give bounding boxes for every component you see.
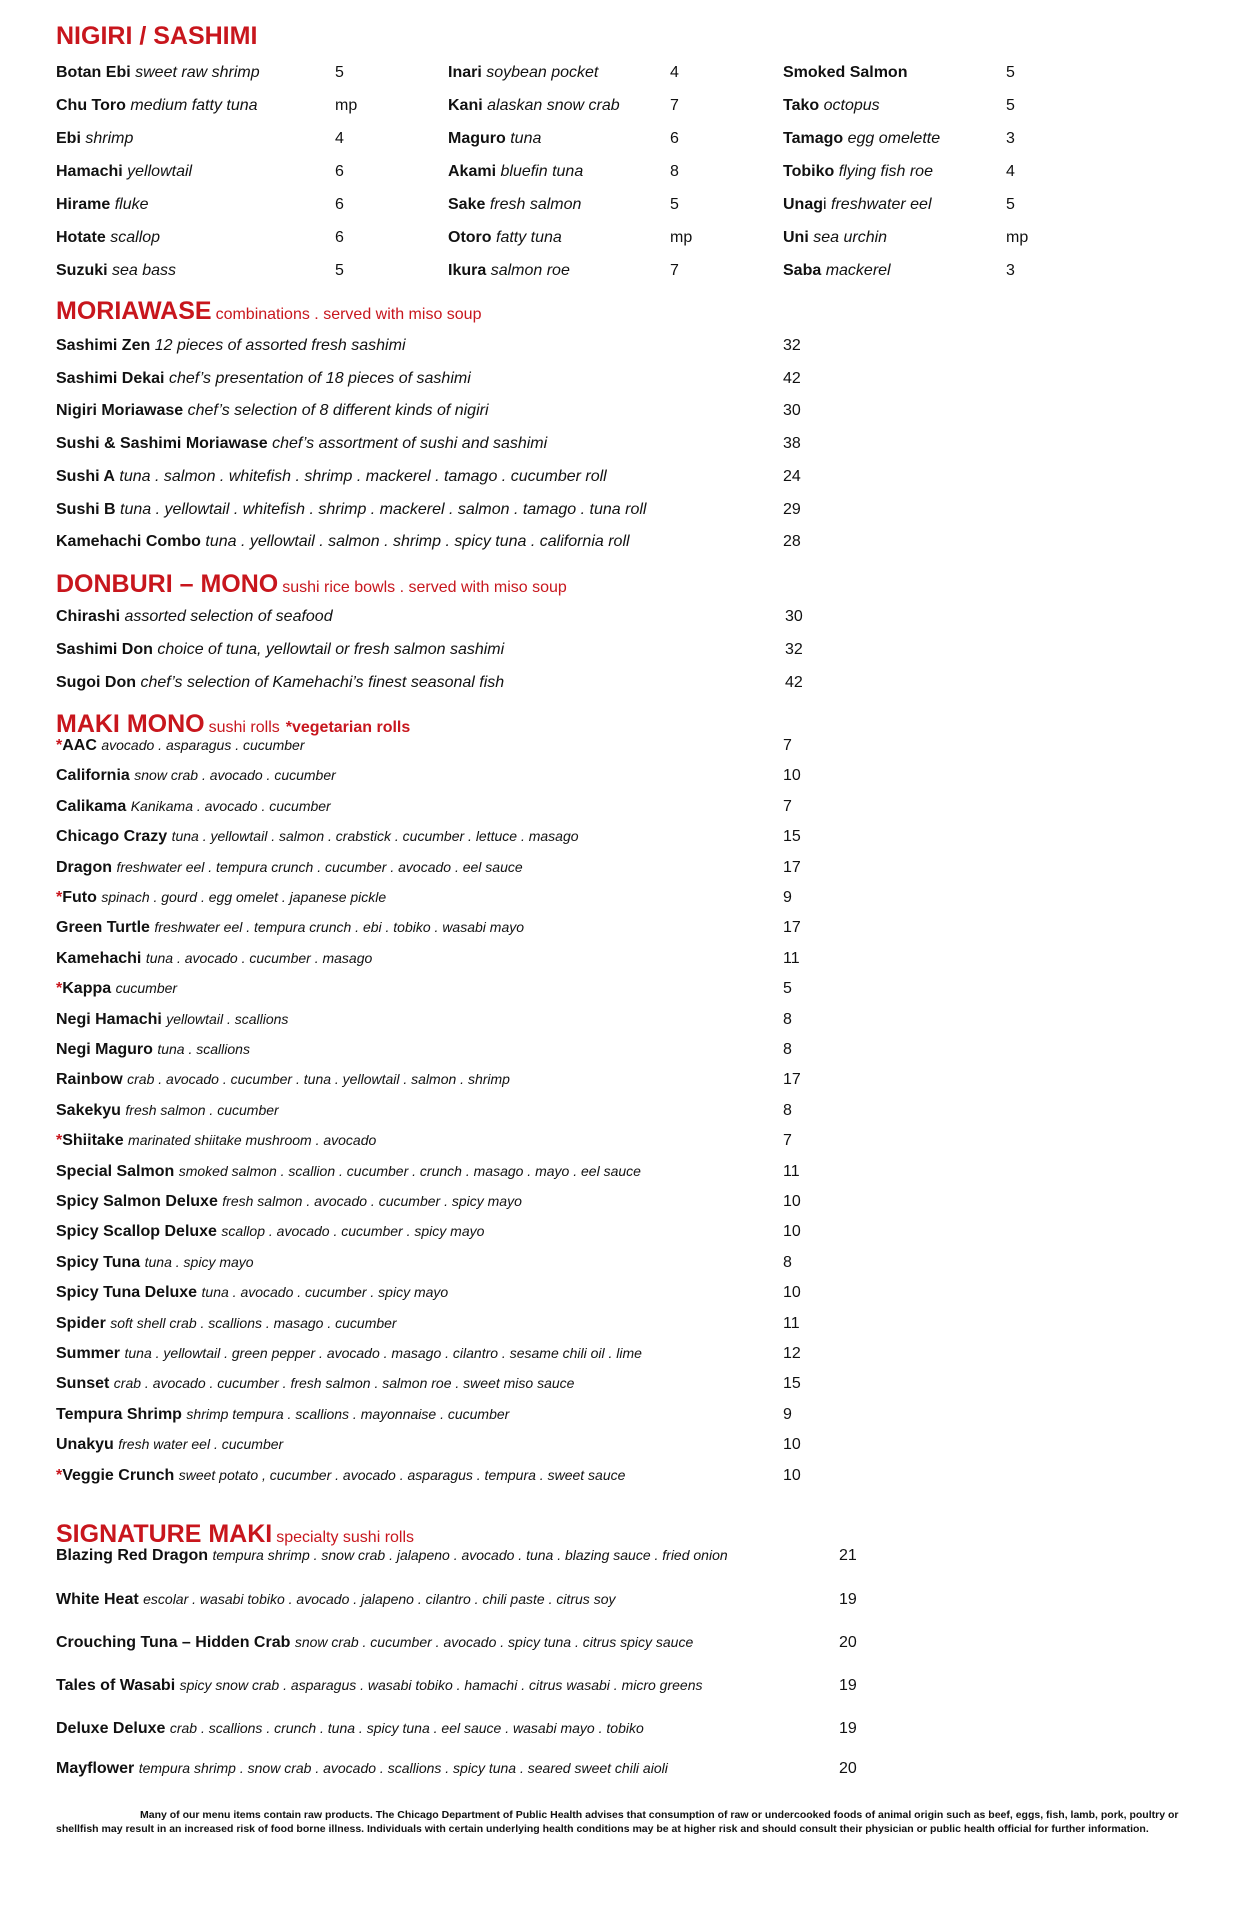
item-description: cucumber: [115, 980, 178, 997]
item-name: Veggie Crunch: [62, 1466, 175, 1484]
item-price: 5: [1006, 97, 1015, 114]
item-name: Spicy Tuna Deluxe: [56, 1284, 198, 1302]
item-description: tuna . spicy mayo: [144, 1253, 254, 1270]
item-name: Unakyu: [56, 1436, 114, 1454]
item-name: White Heat: [56, 1591, 139, 1608]
menu-item: [448, 262, 570, 280]
item-price: 10: [783, 767, 801, 785]
item-description: salmon roe: [490, 262, 570, 279]
menu-item: [56, 767, 336, 785]
item-description: fresh salmon: [489, 196, 582, 213]
item-price: 10: [783, 1466, 801, 1484]
item-description: bluefin tuna: [500, 163, 584, 180]
item-name: Blazing Red Dragon: [56, 1547, 209, 1564]
item-description: crab . avocado . cucumber . tuna . yellowtail . salmon . shrimp: [127, 1071, 510, 1088]
item-name: California: [56, 767, 130, 785]
item-name: Tales of Wasabi: [56, 1677, 176, 1694]
menu-item: [56, 641, 504, 659]
item-description: yellowtail: [127, 163, 193, 180]
item-description: chef’s selection of 8 different kinds of nigiri: [187, 402, 489, 420]
item-name: Suzuki: [56, 262, 108, 279]
item-name: Spicy Tuna: [56, 1253, 141, 1271]
item-name: Botan Ebi: [56, 64, 131, 81]
menu-item: [56, 1720, 644, 1738]
menu-item: [56, 1071, 510, 1089]
item-price: 10: [783, 1193, 801, 1210]
item-price: 17: [783, 1071, 801, 1089]
menu-item: [56, 1041, 250, 1059]
item-description: spicy snow crab . asparagus . wasabi tobiko . hamachi . citrus wasabi . micro greens: [179, 1677, 703, 1693]
item-name: Spicy Salmon Deluxe: [56, 1193, 218, 1210]
menu-item: [56, 1677, 703, 1695]
item-name: Nigiri Moriawase: [56, 402, 184, 420]
item-price: 7: [783, 1132, 792, 1150]
menu-item: [56, 468, 607, 486]
item-description: 12 pieces of assorted fresh sashimi: [154, 337, 406, 354]
item-description: sweet raw shrimp: [135, 64, 260, 81]
item-name: Kani: [448, 97, 483, 114]
item-name: Smoked Salmon: [783, 64, 908, 81]
menu-item: [783, 196, 932, 214]
item-price: 21: [839, 1547, 857, 1564]
item-name: Deluxe Deluxe: [56, 1720, 166, 1737]
item-price: 9: [783, 1405, 792, 1423]
item-description: fresh water eel . cucumber: [118, 1436, 284, 1453]
item-name: Akami: [448, 163, 497, 180]
item-name: Otoro: [448, 229, 492, 246]
menu-item: [56, 163, 192, 181]
item-description: tuna: [510, 130, 542, 147]
item-name: Calikama: [56, 797, 127, 815]
item-description: tuna . yellowtail . salmon . crabstick . cucumber . lettuce . masago: [171, 828, 579, 845]
item-price: 8: [670, 163, 679, 180]
signature-section-title: SIGNATURE MAKI specialty sushi rolls: [56, 1520, 415, 1548]
item-price: 7: [783, 797, 792, 815]
menu-item: [783, 229, 887, 247]
item-name: Tobiko: [783, 163, 835, 180]
item-price: 4: [335, 130, 344, 147]
item-price: 4: [670, 64, 679, 81]
menu-item: [56, 1547, 728, 1565]
item-description: escolar . wasabi tobiko . avocado . jalapeno . cilantro . chili paste . citrus soy: [143, 1591, 616, 1607]
item-description: Kanikama . avocado . cucumber: [130, 797, 331, 814]
item-description: soybean pocket: [486, 64, 599, 81]
item-description: fresh salmon . avocado . cucumber . spicy mayo: [222, 1193, 522, 1209]
item-price: 17: [783, 919, 801, 937]
item-description: crab . avocado . cucumber . fresh salmon . salmon roe . sweet miso sauce: [113, 1375, 575, 1392]
item-description: egg omelette: [847, 130, 941, 147]
menu-item: [56, 1254, 254, 1272]
item-description: shrimp tempura . scallions . mayonnaise . cucumber: [186, 1405, 510, 1422]
item-description: tuna . scallions: [157, 1041, 250, 1057]
item-price: 19: [839, 1720, 857, 1737]
item-name: Tako: [783, 97, 820, 114]
menu-item: [56, 1467, 625, 1485]
item-price: 5: [1006, 196, 1015, 213]
menu-item: [56, 1102, 279, 1120]
vegetarian-mark: *: [56, 1466, 63, 1484]
menu-item: [56, 196, 149, 214]
item-description: scallop: [110, 229, 161, 246]
item-price: 8: [783, 1101, 792, 1119]
menu-item: [56, 370, 471, 388]
menu-item: [56, 980, 177, 998]
menu-item: [448, 97, 620, 115]
item-description: chef’s assortment of sushi and sashimi: [272, 435, 548, 453]
item-price: 29: [783, 500, 801, 518]
item-name: Spicy Scallop Deluxe: [56, 1223, 217, 1241]
vegetarian-mark: *: [56, 737, 63, 754]
menu-item: [56, 402, 489, 420]
item-name: Mayflower: [56, 1760, 135, 1777]
menu-item: [783, 97, 880, 115]
menu-item: [56, 229, 160, 247]
menu-item: [56, 859, 523, 877]
item-name: Hirame: [56, 196, 111, 213]
item-name: Kappa: [62, 980, 112, 998]
item-description: tuna . yellowtail . green pepper . avocado . masago . cilantro . sesame chili oil . lime: [124, 1345, 642, 1361]
donburi-section-title: DONBURI – MONO sushi rice bowls . served with miso soup: [56, 570, 567, 598]
item-name: Kamehachi: [56, 949, 142, 967]
menu-item: [783, 64, 907, 82]
item-description: spinach . gourd . egg omelet . japanese pickle: [101, 889, 387, 905]
item-name: Futo: [62, 889, 97, 906]
menu-item: [56, 1223, 484, 1241]
item-name: Sashimi Don: [56, 641, 153, 658]
item-price: 5: [335, 64, 344, 81]
item-price: 9: [783, 889, 792, 906]
menu-item: [56, 262, 176, 280]
item-description: soft shell crab . scallions . masago . cucumber: [110, 1314, 397, 1331]
item-price: 15: [783, 1375, 801, 1393]
menu-item: [448, 229, 562, 247]
item-price: 42: [785, 674, 803, 691]
item-price: 11: [783, 1162, 800, 1180]
item-price: 6: [335, 196, 344, 213]
menu-item: [448, 64, 598, 82]
menu-item: [783, 262, 891, 280]
menu-item: [56, 130, 133, 148]
item-name: AAC: [62, 737, 97, 754]
menu-item: [56, 828, 579, 846]
menu-item: [56, 919, 524, 937]
item-price: 11: [783, 1314, 800, 1332]
item-price: 19: [839, 1677, 857, 1694]
item-name: Sakekyu: [56, 1101, 121, 1119]
item-name: Chirashi: [56, 608, 121, 625]
item-description: tempura shrimp . snow crab . avocado . scallions . spicy tuna . seared sweet chili aioli: [138, 1760, 668, 1776]
item-description: fluke: [114, 196, 149, 213]
menu-item: [56, 1591, 615, 1609]
item-name: Green Turtle: [56, 919, 150, 937]
item-price: 5: [783, 980, 792, 998]
item-price: 11: [783, 949, 800, 967]
item-name: Special Salmon: [56, 1162, 175, 1180]
menu-item: [56, 798, 331, 816]
item-description: marinated shiitake mushroom . avocado: [128, 1132, 377, 1149]
item-price: 6: [335, 229, 344, 246]
item-name: Sashimi Dekai: [56, 369, 165, 387]
item-price: 5: [1006, 64, 1015, 81]
item-name: Ebi: [56, 130, 81, 147]
item-description: alaskan snow crab: [487, 97, 620, 114]
item-description: scallop . avocado . cucumber . spicy mayo: [221, 1223, 485, 1240]
item-description: snow crab . cucumber . avocado . spicy tuna . citrus spicy sauce: [294, 1634, 694, 1650]
menu-item: [56, 1760, 668, 1778]
item-description: mackerel: [825, 262, 891, 279]
item-price: 42: [783, 369, 801, 387]
item-name: Chicago Crazy: [56, 828, 168, 846]
item-price: 28: [783, 533, 801, 551]
item-name: Tamago: [783, 130, 844, 147]
menu-item: [56, 97, 258, 115]
item-price: 5: [670, 196, 679, 213]
item-name: Saba: [783, 262, 822, 279]
menu-item: [56, 1132, 376, 1150]
item-name: Spider: [56, 1314, 106, 1332]
item-price: 8: [783, 1010, 792, 1028]
item-price: 7: [783, 737, 792, 754]
menu-item: [56, 435, 547, 453]
menu-item: [56, 1315, 397, 1333]
item-description: tuna . yellowtail . whitefish . shrimp . mackerel . salmon . tamago . tuna roll: [120, 500, 647, 518]
menu-item: [56, 889, 386, 907]
item-price: 38: [783, 435, 801, 453]
item-description: flying fish roe: [838, 163, 933, 180]
item-name: Ikura: [448, 262, 487, 279]
menu-item: [56, 1634, 693, 1652]
menu-item: [56, 501, 646, 519]
item-price: 20: [839, 1634, 857, 1651]
item-description: avocado . asparagus . cucumber: [101, 737, 305, 753]
menu-item: [448, 196, 581, 214]
item-name: Sashimi Zen: [56, 337, 151, 354]
item-description: crab . scallions . crunch . tuna . spicy tuna . eel sauce . wasabi mayo . tobiko: [169, 1720, 644, 1736]
item-price: 24: [783, 467, 801, 485]
item-name: Unag: [783, 196, 823, 213]
menu-item: [56, 608, 333, 626]
health-disclaimer: Many of our menu items contain raw products. The Chicago Department of Public Health advises that consumption of raw or undercooked foods of animal origin such as beef, eggs, fish, lamb, pork, poultry or shellfish may result in an increased risk of food borne illness. Individuals with certain underlying health conditions may be at higher risk and should consult their physician or public health official for further information.: [56, 1809, 1179, 1835]
item-price: 5: [335, 262, 344, 279]
item-name: Negi Maguro: [56, 1041, 153, 1058]
item-name: Uni: [783, 229, 809, 246]
menu-item: [783, 163, 933, 181]
item-name: Sushi & Sashimi Moriawase: [56, 435, 268, 453]
nigiri-section-title: NIGIRI / SASHIMI: [56, 22, 258, 50]
moriawase-section-title: MORIAWASE combinations . served with miso soup: [56, 297, 482, 325]
item-name: Summer: [56, 1345, 121, 1362]
item-name: Dragon: [56, 858, 112, 876]
menu-item: [56, 1345, 642, 1363]
menu-item: [56, 674, 504, 692]
item-price: 15: [783, 828, 801, 846]
item-description: yellowtail . scallions: [166, 1010, 289, 1027]
item-price: 17: [783, 858, 801, 876]
menu-item: [56, 1193, 522, 1211]
item-name: Sunset: [56, 1375, 110, 1393]
item-name: Sake: [448, 196, 486, 213]
item-name-suffix: i: [823, 196, 827, 213]
item-name: Sushi A: [56, 467, 115, 485]
item-description: tuna . avocado . cucumber . spicy mayo: [201, 1284, 449, 1301]
item-price: 6: [670, 130, 679, 147]
item-name: Hamachi: [56, 163, 123, 180]
menu-item: [448, 163, 583, 181]
item-price: 30: [785, 608, 803, 625]
item-name: Inari: [448, 64, 482, 81]
item-name: Chu Toro: [56, 97, 126, 114]
item-name: Crouching Tuna – Hidden Crab: [56, 1634, 291, 1651]
item-description: tuna . avocado . cucumber . masago: [145, 949, 373, 966]
item-name: Kamehachi Combo: [56, 533, 201, 551]
item-price: mp: [1006, 229, 1029, 246]
item-description: freshwater eel . tempura crunch . cucumber . avocado . eel sauce: [116, 858, 523, 875]
item-price: 32: [783, 337, 801, 354]
item-price: 3: [1006, 262, 1015, 279]
item-price: 3: [1006, 130, 1015, 147]
item-name: Shiitake: [62, 1132, 124, 1150]
item-description: sea urchin: [813, 229, 888, 246]
item-name: Maguro: [448, 130, 506, 147]
item-price: 10: [783, 1436, 801, 1454]
menu-item: [56, 737, 304, 755]
menu-item: [56, 1375, 574, 1393]
maki-section-title: MAKI MONO sushi rolls *vegetarian rolls: [56, 710, 411, 738]
item-description: shrimp: [85, 130, 134, 147]
menu-item: [56, 1436, 283, 1454]
item-description: choice of tuna, yellowtail or fresh salmon sashimi: [157, 641, 505, 658]
item-description: tuna . yellowtail . salmon . shrimp . spicy tuna . california roll: [205, 533, 630, 551]
item-price: 7: [670, 97, 679, 114]
item-price: 7: [670, 262, 679, 279]
menu-item: [783, 130, 940, 148]
item-price: 6: [335, 163, 344, 180]
item-description: tuna . salmon . whitefish . shrimp . mackerel . tamago . cucumber roll: [119, 467, 607, 485]
item-description: fatty tuna: [496, 229, 562, 246]
item-price: 8: [783, 1253, 792, 1271]
item-name: Sushi B: [56, 500, 116, 518]
item-price: mp: [670, 229, 693, 246]
vegetarian-mark: *: [56, 889, 63, 906]
menu-item: [56, 950, 372, 968]
item-description: freshwater eel . tempura crunch . ebi . tobiko . wasabi mayo: [154, 919, 525, 936]
menu-item: [56, 1163, 641, 1181]
vegetarian-mark: *: [56, 980, 63, 998]
menu-item: [56, 1406, 509, 1424]
item-description: snow crab . avocado . cucumber: [134, 767, 336, 784]
item-price: 20: [839, 1760, 857, 1777]
item-description: sweet potato , cucumber . avocado . asparagus . tempura . sweet sauce: [178, 1466, 626, 1483]
item-description: sea bass: [112, 262, 177, 279]
item-name: Hotate: [56, 229, 106, 246]
item-price: 8: [783, 1041, 792, 1058]
menu-item: [56, 337, 406, 355]
menu-item: [448, 130, 541, 148]
item-price: 30: [783, 402, 801, 420]
menu-item: [56, 533, 630, 551]
vegetarian-mark: *: [56, 1132, 63, 1150]
item-price: 4: [1006, 163, 1015, 180]
menu-item: [56, 1284, 448, 1302]
item-description: smoked salmon . scallion . cucumber . crunch . masago . mayo . eel sauce: [178, 1162, 641, 1179]
item-price: 10: [783, 1284, 801, 1302]
item-price: 10: [783, 1223, 801, 1241]
item-description: chef’s selection of Kamehachi’s finest seasonal fish: [140, 674, 505, 691]
menu-item: [56, 64, 260, 82]
menu-item: [56, 1011, 288, 1029]
item-price: 12: [783, 1345, 801, 1362]
item-description: chef’s presentation of 18 pieces of sashimi: [168, 369, 471, 387]
item-description: tempura shrimp . snow crab . jalapeno . avocado . tuna . blazing sauce . fried onion: [212, 1547, 728, 1563]
item-description: medium fatty tuna: [130, 97, 258, 114]
item-description: freshwater eel: [831, 196, 932, 213]
item-price: mp: [335, 97, 358, 114]
item-name: Rainbow: [56, 1071, 123, 1089]
item-price: 32: [785, 641, 803, 658]
item-name: Negi Hamachi: [56, 1010, 162, 1028]
item-description: assorted selection of seafood: [124, 608, 333, 625]
item-description: fresh salmon . cucumber: [125, 1101, 279, 1118]
item-price: 19: [839, 1591, 857, 1608]
item-name: Sugoi Don: [56, 674, 136, 691]
item-name: Tempura Shrimp: [56, 1405, 182, 1423]
item-description: octopus: [823, 97, 880, 114]
